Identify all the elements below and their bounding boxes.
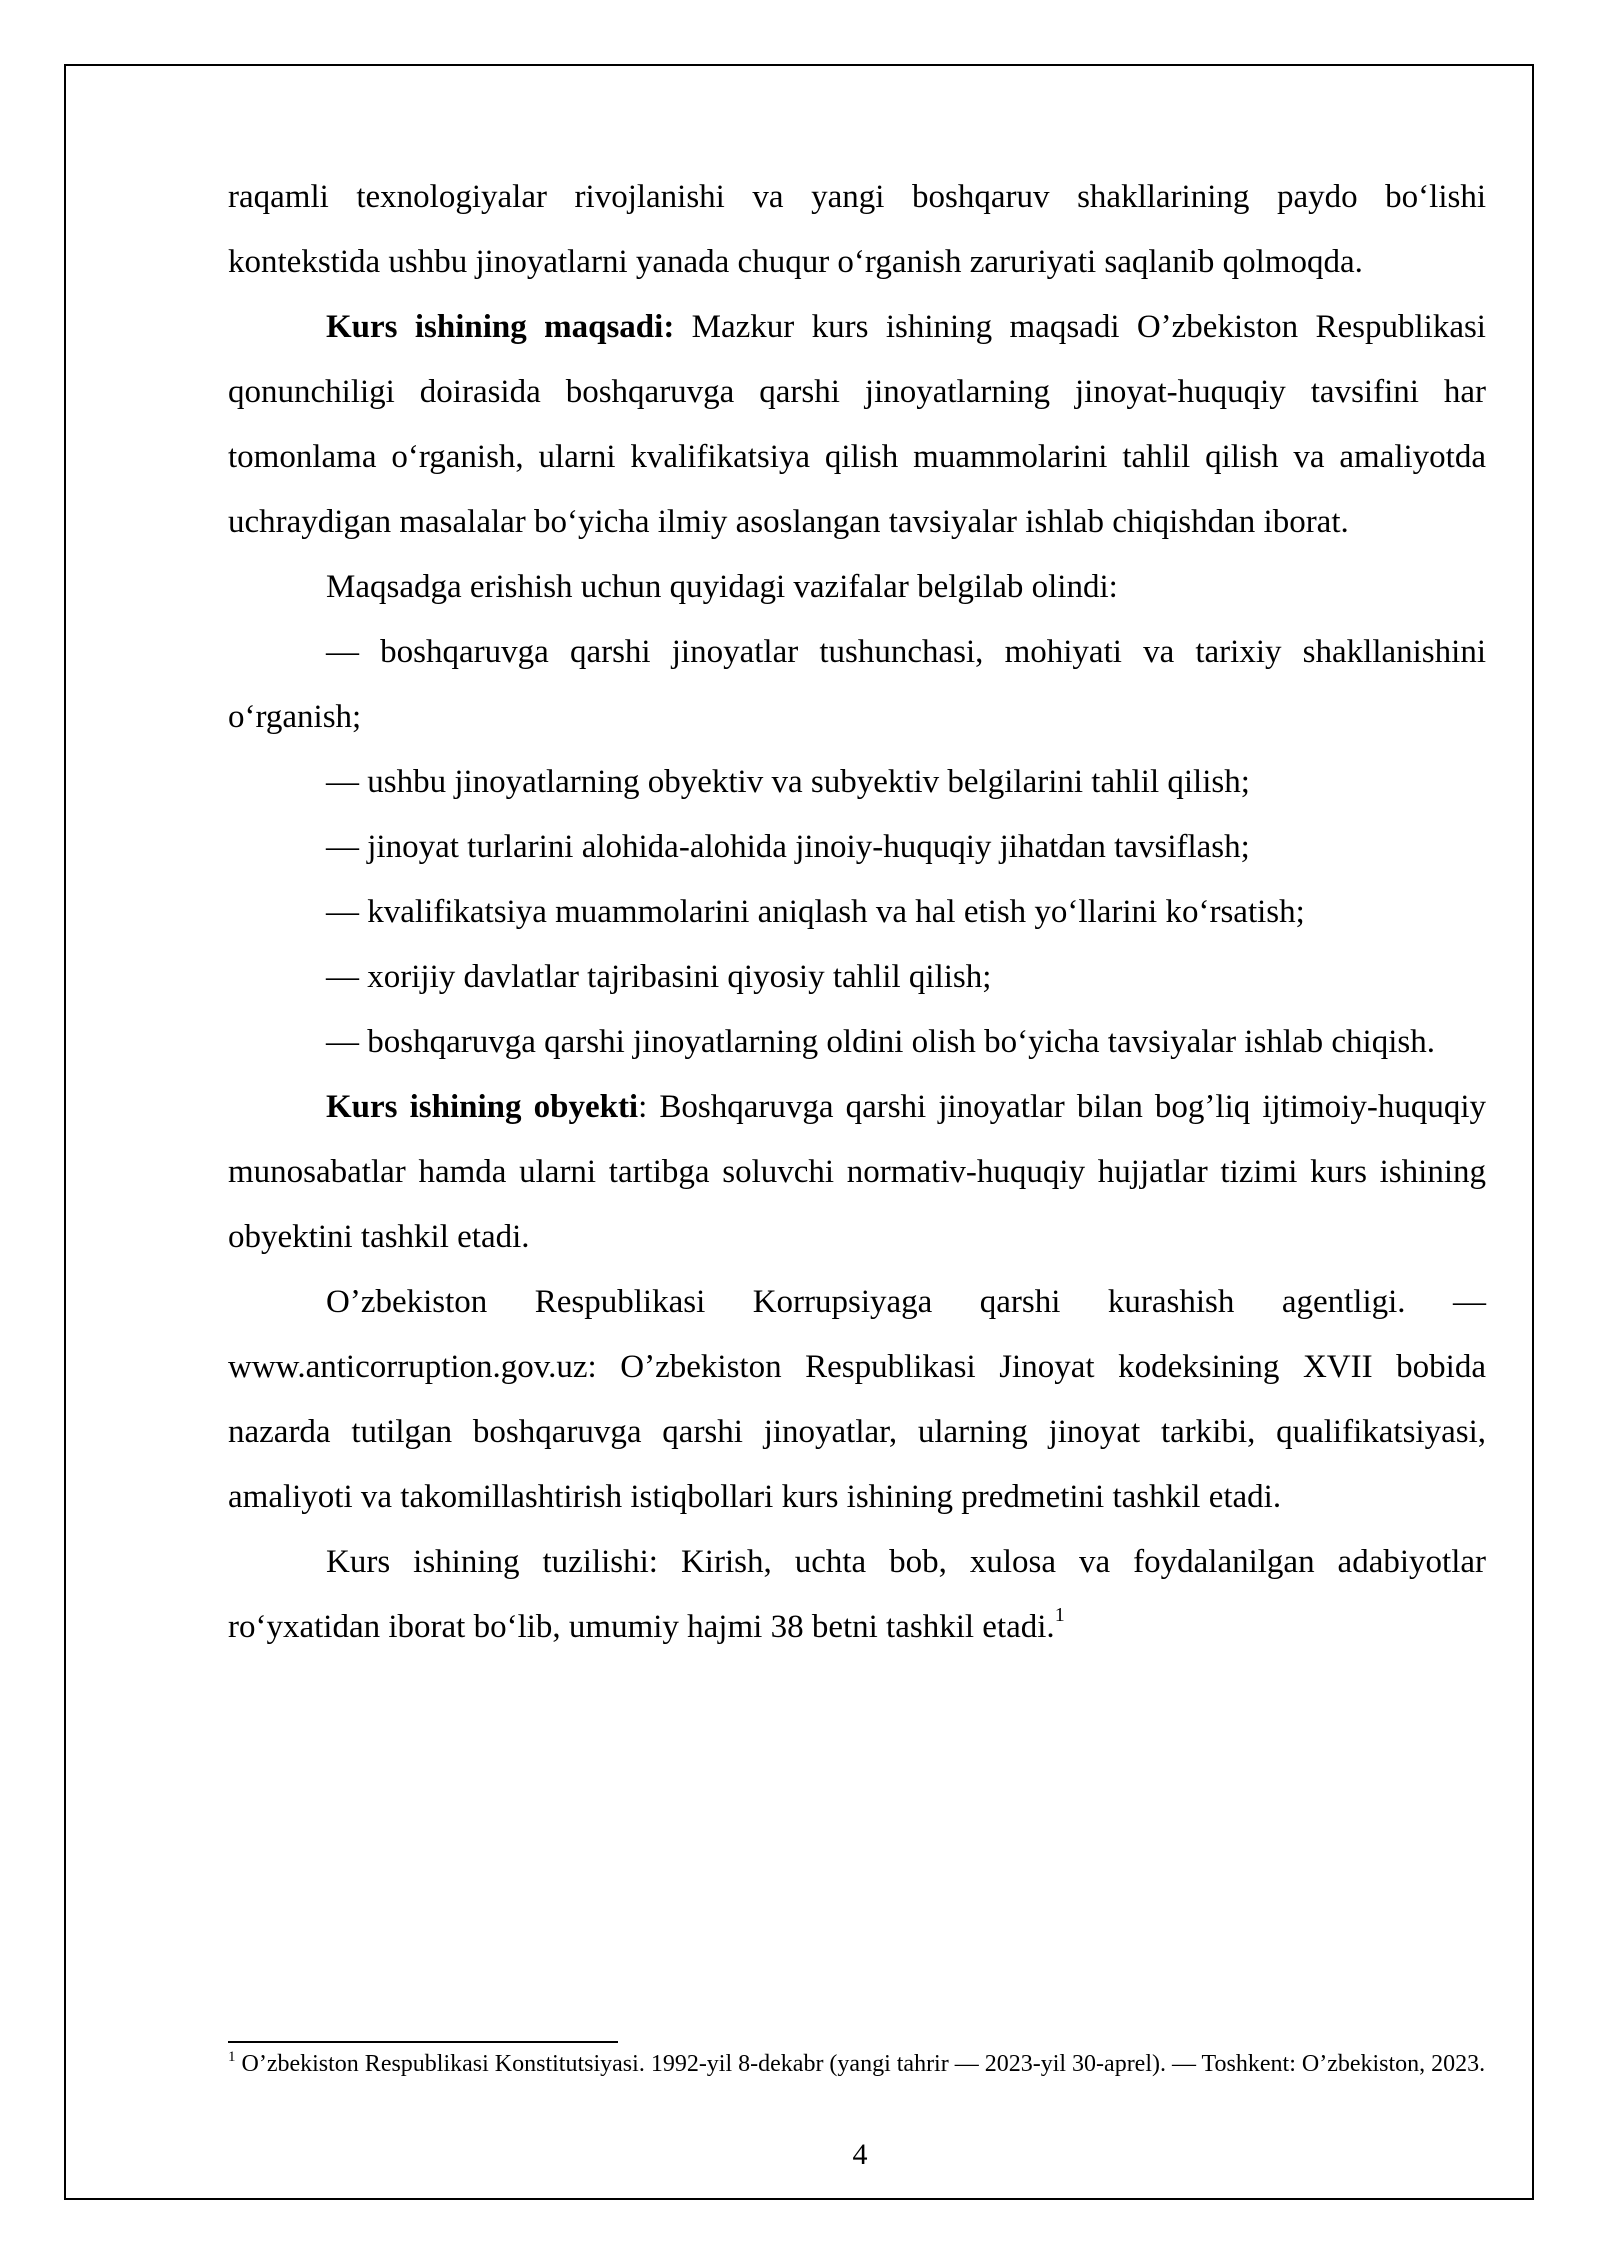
task-item: — jinoyat turlarini alohida-alohida jinoiy-huquqiy jihatdan tavsiflash; <box>326 829 1250 865</box>
paragraph-object <box>228 1075 1486 1270</box>
goal-text: Mazkur kurs ishining maqsadi Oʼzbekiston Respublikasi qonunchiligi doirasida boshqaruvga qarshi jinoyatlarning jinoyat-huquqiy tavsifini har tomonlama oʻrganish, ularni kvalifikatsiya qilish muammolarini tahlil qilish va amaliyotda uchraydigan masalalar boʻyicha ilmiy asoslangan tavsiyalar ishlab chiqishdan iborat. <box>228 309 1486 540</box>
task-item: — kvalifikatsiya muammolarini aniqlash va hal etish yoʻllarini koʻrsatish; <box>326 894 1305 930</box>
paragraph-intro-continuation: raqamli texnologiyalar rivojlanishi va yangi boshqaruv shakllarining paydo boʻlishi kontekstida ushbu jinoyatlarni yanada chuqur oʻrganish zaruriyati saqlanib qolmoqda. <box>228 179 1486 280</box>
structure-text: Kurs ishining tuzilishi: Kirish, uchta bob, xulosa va foydalanilgan adabiyotlar roʻyxatidan iborat boʻlib, umumiy hajmi 38 betni tashkil etadi. <box>228 1544 1486 1645</box>
paragraph-goal <box>228 295 1486 555</box>
footnote <box>228 2049 1486 2079</box>
paragraph-structure <box>228 1530 1486 1660</box>
goal-heading: Kurs ishining maqsadi: <box>326 309 675 345</box>
object-text: : Boshqaruvga qarshi jinoyatlar bilan bogʼliq ijtimoiy-huquqiy munosabatlar hamda ularni tartibga soluvchi normativ-huquqiy hujjatlar tizimi kurs ishining obyektini tashkil etadi. <box>228 1089 1487 1255</box>
object-heading: Kurs ishining obyekti <box>326 1089 639 1125</box>
task-item: — xorijiy davlatlar tajribasini qiyosiy tahlil qilish; <box>326 959 992 995</box>
paragraph-tasks-intro: Maqsadga erishish uchun quyidagi vazifalar belgilab olindi: <box>326 569 1118 605</box>
footnote-reference[interactable]: 1 <box>1054 1604 1065 1626</box>
footnote-marker: 1 <box>228 2049 236 2065</box>
body-text <box>228 165 1486 1660</box>
footnote-text: Oʼzbekiston Respublikasi Konstitutsiyasi. 1992-yil 8-dekabr (yangi tahrir — 2023-yil 30-aprel). — Toshkent: Oʼzbekiston, 2023. <box>235 2051 1486 2077</box>
page-number: 4 <box>852 2138 868 2171</box>
footnote-separator <box>228 2041 618 2043</box>
task-item: — boshqaruvga qarshi jinoyatlarning oldini olish boʻyicha tavsiyalar ishlab chiqish. <box>326 1024 1435 1060</box>
task-item: — ushbu jinoyatlarning obyektiv va subyektiv belgilarini tahlil qilish; <box>326 764 1250 800</box>
paragraph-subject: Oʼzbekiston Respublikasi Korrupsiyaga qarshi kurashish agentligi. — www.anticorruption.gov.uz: Oʼzbekiston Respublikasi Jinoyat kodeksining XVII bobida nazarda tutilgan boshqaruvga qarshi jinoyatlar, ularning jinoyat tarkibi, qualifikatsiyasi, amaliyoti va takomillashtirish istiqbollari kurs ishining predmetini tashkil etadi. <box>228 1284 1486 1515</box>
task-item: — boshqaruvga qarshi jinoyatlar tushunchasi, mohiyati va tarixiy shakllanishini oʻrganish; <box>228 634 1486 735</box>
